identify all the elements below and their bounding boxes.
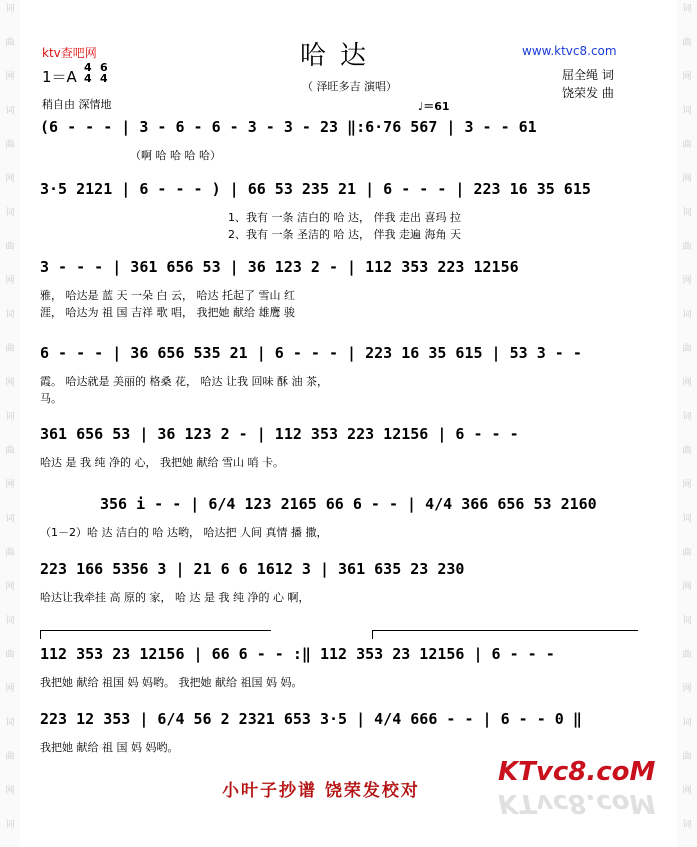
watermark-char: 网 [682,72,692,82]
watermark-char: 曲 [682,344,692,354]
lyricist: 屈全绳 词 [562,68,614,82]
lyric-8-1: 我把她 献给 祖国 妈 妈哟。 我把她 献给 祖国 妈 妈。 [40,676,303,689]
watermark-char: 曲 [682,242,692,252]
lyric-3-2: 涯， 哈达为 祖 国 吉祥 歌 唱， 我把她 献给 雄鹰 骏 [40,306,295,319]
watermark-char: 词 [682,718,692,728]
watermark-char: 词 [5,4,15,14]
watermark-char: 曲 [682,140,692,150]
lyric-2-2: 2、我有 一条 圣洁的 哈 达， 伴我 走遍 海角 天 [228,228,461,241]
song-title: 哈达 [300,41,381,71]
watermark-char: 词 [5,514,15,524]
watermark-char: 词 [682,616,692,626]
lyric-2-1: 1、我有 一条 洁白的 哈 达， 伴我 走出 喜玛 拉 [228,211,461,224]
score-line-6: 356 i - - | 6/4 123 2165 66 6 - - | 4/4 366 656 53 2160 [100,495,597,513]
ktvc8-logo-reflection: KTvc8.coM [498,788,656,818]
watermark-char: 网 [682,276,692,286]
watermark-char: 曲 [682,650,692,660]
watermark-char: 网 [682,684,692,694]
lyric-1-1: （啊 哈 哈 哈 哈） [130,149,221,162]
watermark-char: 词 [682,310,692,320]
watermark-char: 词 [682,106,692,116]
watermark-char: 曲 [5,242,15,252]
ktvc8-logo[interactable]: KTvc8.coM [498,757,656,787]
site-url[interactable]: www.ktvc8.com [522,44,617,58]
watermark-char: 网 [682,582,692,592]
lyric-3-1: 雅， 哈达是 蓝 天 一朵 白 云， 哈达 托起了 雪山 红 [40,289,295,302]
score-line-3: 3 - - - | 361 656 53 | 36 123 2 - | 112 353 223 12156 [40,258,519,276]
watermark-char: 网 [682,378,692,388]
watermark-char: 网 [5,174,15,184]
left-watermark-strip [0,0,20,847]
time-signature-1: 4 4 [84,61,92,85]
watermark-char: 词 [682,208,692,218]
watermark-char: 曲 [682,752,692,762]
tempo-value: ♩＝61 [418,100,450,113]
lyric-5-1: 哈达 是 我 纯 净的 心， 我把她 献给 雪山 哨 卡。 [40,456,284,469]
lyric-7-1: 哈达让我牵挂 高 原的 家， 哈 达 是 我 纯 净的 心 啊， [40,591,310,604]
watermark-char: 词 [5,820,15,830]
watermark-char: 网 [682,786,692,796]
watermark-char: 网 [682,174,692,184]
watermark-char: 网 [682,480,692,490]
watermark-char: 曲 [5,38,15,48]
watermark-char: 曲 [5,446,15,456]
watermark-char: 网 [5,378,15,388]
score-line-2: 3·5 2121 | 6 - - - ) | 66 53 235 21 | 6 - - - | 223 16 35 615 [40,180,591,198]
performer: （ 泽旺多吉 演唱） [302,80,397,93]
watermark-char: 词 [682,412,692,422]
score-line-5: 361 656 53 | 36 123 2 - | 112 353 223 12156 | 6 - - - [40,425,519,443]
lyric-6-1: （1－2）哈 达 洁白的 哈 达哟， 哈达把 人间 真情 播 撒， [40,526,328,539]
key-signature: 1＝A [42,68,77,86]
watermark-char: 网 [5,72,15,82]
watermark-char: 词 [5,412,15,422]
watermark-char: 词 [682,4,692,14]
watermark-char: 词 [5,208,15,218]
score-line-7: 223 166 5356 3 | 21 6 6 1612 3 | 361 635 23 230 [40,560,465,578]
watermark-char: 词 [5,616,15,626]
site-tag[interactable]: ktv查吧网 [42,46,97,60]
watermark-char: 曲 [682,446,692,456]
watermark-char: 曲 [5,752,15,762]
tempo-marking: 稍自由 深情地 [42,98,112,111]
watermark-char: 词 [5,106,15,116]
composer: 饶荣发 曲 [562,86,614,100]
watermark-char: 网 [5,480,15,490]
watermark-char: 曲 [5,548,15,558]
right-watermark-strip [677,0,697,847]
score-line-8: 112 353 23 12156 | 66 6 - - :‖ 112 353 23 12156 | 6 - - - [40,645,555,663]
watermark-char: 曲 [5,140,15,150]
watermark-char: 词 [5,718,15,728]
volta-1 [40,630,271,639]
lyric-4-2: 马。 [40,392,62,405]
watermark-char: 网 [5,786,15,796]
credits: 小叶子抄谱 饶荣发校对 [222,781,420,801]
score-line-4: 6 - - - | 36 656 535 21 | 6 - - - | 223 16 35 615 | 53 3 - - [40,344,582,362]
watermark-char: 网 [5,684,15,694]
lyric-4-1: 霞。 哈达就是 美丽的 格桑 花， 哈达 让我 回味 酥 油 茶， [40,375,328,388]
score-line-1: (6 - - - | 3 - 6 - 6 - 3 - 3 - 23 ‖:6·76 567 | 3 - - 61 [40,118,537,136]
watermark-char: 词 [682,514,692,524]
score-line-9: 223 12 353 | 6/4 56 2 2321 653 3·5 | 4/4 666 - - | 6 - - 0 ‖ [40,710,582,728]
lyric-9-1: 我把她 献给 祖 国 妈 妈哟。 [40,741,179,754]
watermark-char: 曲 [5,344,15,354]
watermark-char: 网 [5,276,15,286]
watermark-char: 网 [5,582,15,592]
watermark-char: 曲 [5,650,15,660]
watermark-char: 曲 [682,548,692,558]
watermark-char: 词 [682,820,692,830]
volta-2 [372,630,638,639]
watermark-char: 曲 [682,38,692,48]
watermark-char: 词 [5,310,15,320]
time-signature-2: 6 4 [100,61,108,85]
